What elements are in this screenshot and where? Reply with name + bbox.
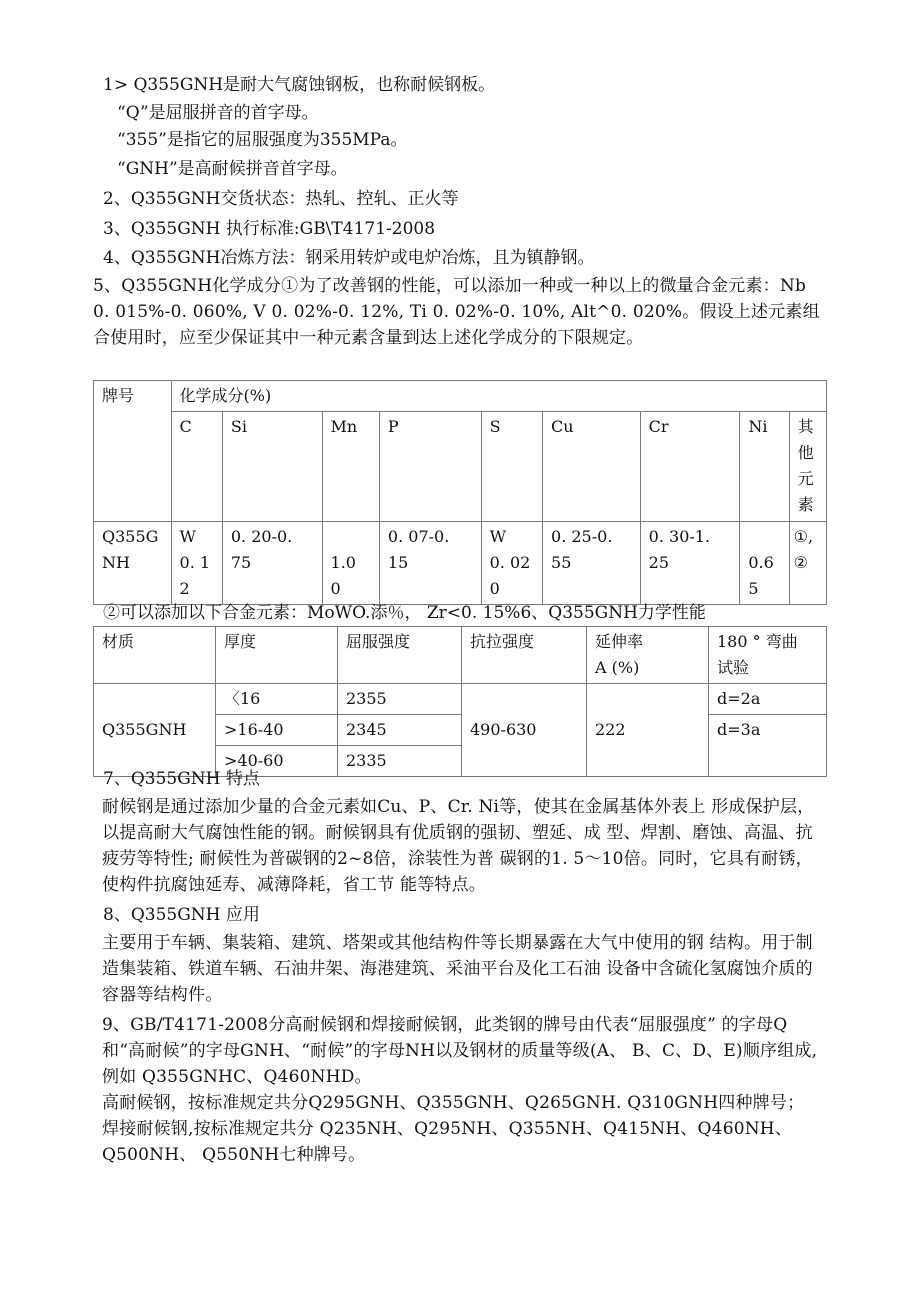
header-elongation: 延伸率 A (%) xyxy=(587,627,709,684)
cell-elongation: 222 xyxy=(587,684,709,777)
col-ni: Ni xyxy=(740,412,789,522)
section-8-title: 8、Q355GNH 应用 xyxy=(103,905,260,925)
cell-yield-1: 2355 xyxy=(338,684,462,715)
header-thickness: 厚度 xyxy=(216,627,338,684)
cell-mn: 1.0 0 xyxy=(322,522,379,605)
section-8-body: 主要用于车辆、集装箱、建筑、塔架或其他结构件等长期暴露在大气中使用的钢 结构。用于制造集装箱、铁道车辆、石油井架、海港建筑、采油平台及化工石油 设备中含硫化氢腐蚀介质的容器等结构件。 xyxy=(102,933,813,1005)
section-9-body: 9、GB/T4171-2008分高耐候钢和焊接耐候钢，此类钢的牌号由代表“屈服强度” 的字母Q和“高耐候”的字母GNH、“耐候”的字母NH以及钢材的质量等级(A、 B、C、D、E)顺序组成,例如 Q355GNHC、Q460NHD。 xyxy=(102,1015,818,1087)
section-9-grades: 高耐候钢，按标准规定共分Q295GNH、Q355GNH、Q265GNH. Q310GNH四种牌号； 焊接耐候钢,按标准规定共分 Q235NH、Q295NH、Q355NH、Q415NH、Q460NH、Q500NH、 Q550NH七种牌号。 xyxy=(102,1093,805,1165)
section-7-body: 耐候钢是通过添加少量的合金元素如Cu、P、Cr. Ni等，使其在金属基体外表上 形成保护层，以提高耐大气腐蚀性能的钢。耐候钢具有优质钢的强韧、塑延、成 型、焊割、磨蚀、高温、抗疲劳等特性; 耐候性为普碳钢的2~8倍，涂装性为普 碳钢的1. 5〜10倍。同时，它具有耐锈，使构件抗腐蚀延寿、减薄降耗，省工节 能等特点。 xyxy=(102,797,815,895)
col-other: 其 他 元 素 xyxy=(789,412,826,522)
col-p: P xyxy=(379,412,481,522)
intro-line-3: “355”是指它的屈服强度为355MPa。 xyxy=(117,130,408,150)
col-s: S xyxy=(481,412,542,522)
col-mn: Mn xyxy=(322,412,379,522)
table-row xyxy=(94,381,827,412)
intro-line-7: 4、Q355GNH冶炼方法：钢采用转炉或电炉冶炼，且为镇静钢。 xyxy=(103,248,595,268)
intro-line-5: 2、Q355GNH交货状态：热轧、控轧、正火等 xyxy=(103,189,459,209)
intro-line-4: “GNH”是高耐候拼音首字母。 xyxy=(117,159,348,179)
header-bend: 180 ° 弯曲 试验 xyxy=(709,627,827,684)
cell-other: ①, ② xyxy=(789,522,826,605)
note-2: ②可以添加以下合金元素：MoWO.添％， Zr<0. 15%6、Q355GNH力学性能 xyxy=(103,603,706,623)
mechanical-properties-table xyxy=(93,626,827,777)
cell-yield-2: 2345 xyxy=(338,715,462,746)
cell-bend-1: d=2a xyxy=(709,684,827,715)
cell-c: W 0. 1 2 xyxy=(171,522,222,605)
chemical-composition-table xyxy=(93,380,827,605)
cell-material: Q355GNH xyxy=(94,684,216,777)
col-cr: Cr xyxy=(640,412,740,522)
cell-yield-3: 2335 xyxy=(338,746,462,777)
section-7-title: 7、Q355GNH 特点 xyxy=(103,769,260,789)
col-cu: Cu xyxy=(543,412,641,522)
cell-thickness-3: >40-60 xyxy=(216,746,338,777)
cell-cu: 0. 25-0. 55 xyxy=(543,522,641,605)
col-si: Si xyxy=(222,412,322,522)
table-row xyxy=(94,412,827,522)
intro-line-6: 3、Q355GNH 执行标准:GB\T4171-2008 xyxy=(103,219,436,239)
header-tensile: 抗拉强度 xyxy=(462,627,587,684)
intro-paragraph-5: 5、Q355GNH化学成分①为了改善钢的性能，可以添加一种或一种以上的微量合金元素：Nb 0. 015%-0. 060%, V 0. 02%-0. 12%, Ti 0. 02%-0. 10%, Alt^0. 020%。假设上述元素组 合使用时，应至少保证其中一种元素含量到达上述化学成分的下限规定。 xyxy=(93,276,820,348)
cell-s: W 0. 02 0 xyxy=(481,522,542,605)
header-yield: 屈服强度 xyxy=(338,627,462,684)
cell-bend-2: d=3a xyxy=(709,715,827,777)
cell-thickness-2: >16-40 xyxy=(216,715,338,746)
table-row xyxy=(94,522,827,605)
header-composition: 化学成分(%) xyxy=(171,381,826,412)
intro-line-1: 1> Q355GNH是耐大气腐蚀钢板，也称耐候钢板。 xyxy=(103,75,496,95)
cell-cr: 0. 30-1. 25 xyxy=(640,522,740,605)
table-row xyxy=(94,627,827,684)
header-grade: 牌号 xyxy=(94,381,172,522)
header-material: 材质 xyxy=(94,627,216,684)
cell-thickness-1: 〈16 xyxy=(216,684,338,715)
col-c: C xyxy=(171,412,222,522)
intro-line-2: “Q”是屈服拼音的首字母。 xyxy=(117,103,319,123)
cell-grade: Q355G NH xyxy=(94,522,172,605)
cell-si: 0. 20-0. 75 xyxy=(222,522,322,605)
cell-ni: 0.6 5 xyxy=(740,522,789,605)
cell-tensile: 490-630 xyxy=(462,684,587,777)
table-row xyxy=(94,684,827,715)
cell-p: 0. 07-0. 15 xyxy=(379,522,481,605)
